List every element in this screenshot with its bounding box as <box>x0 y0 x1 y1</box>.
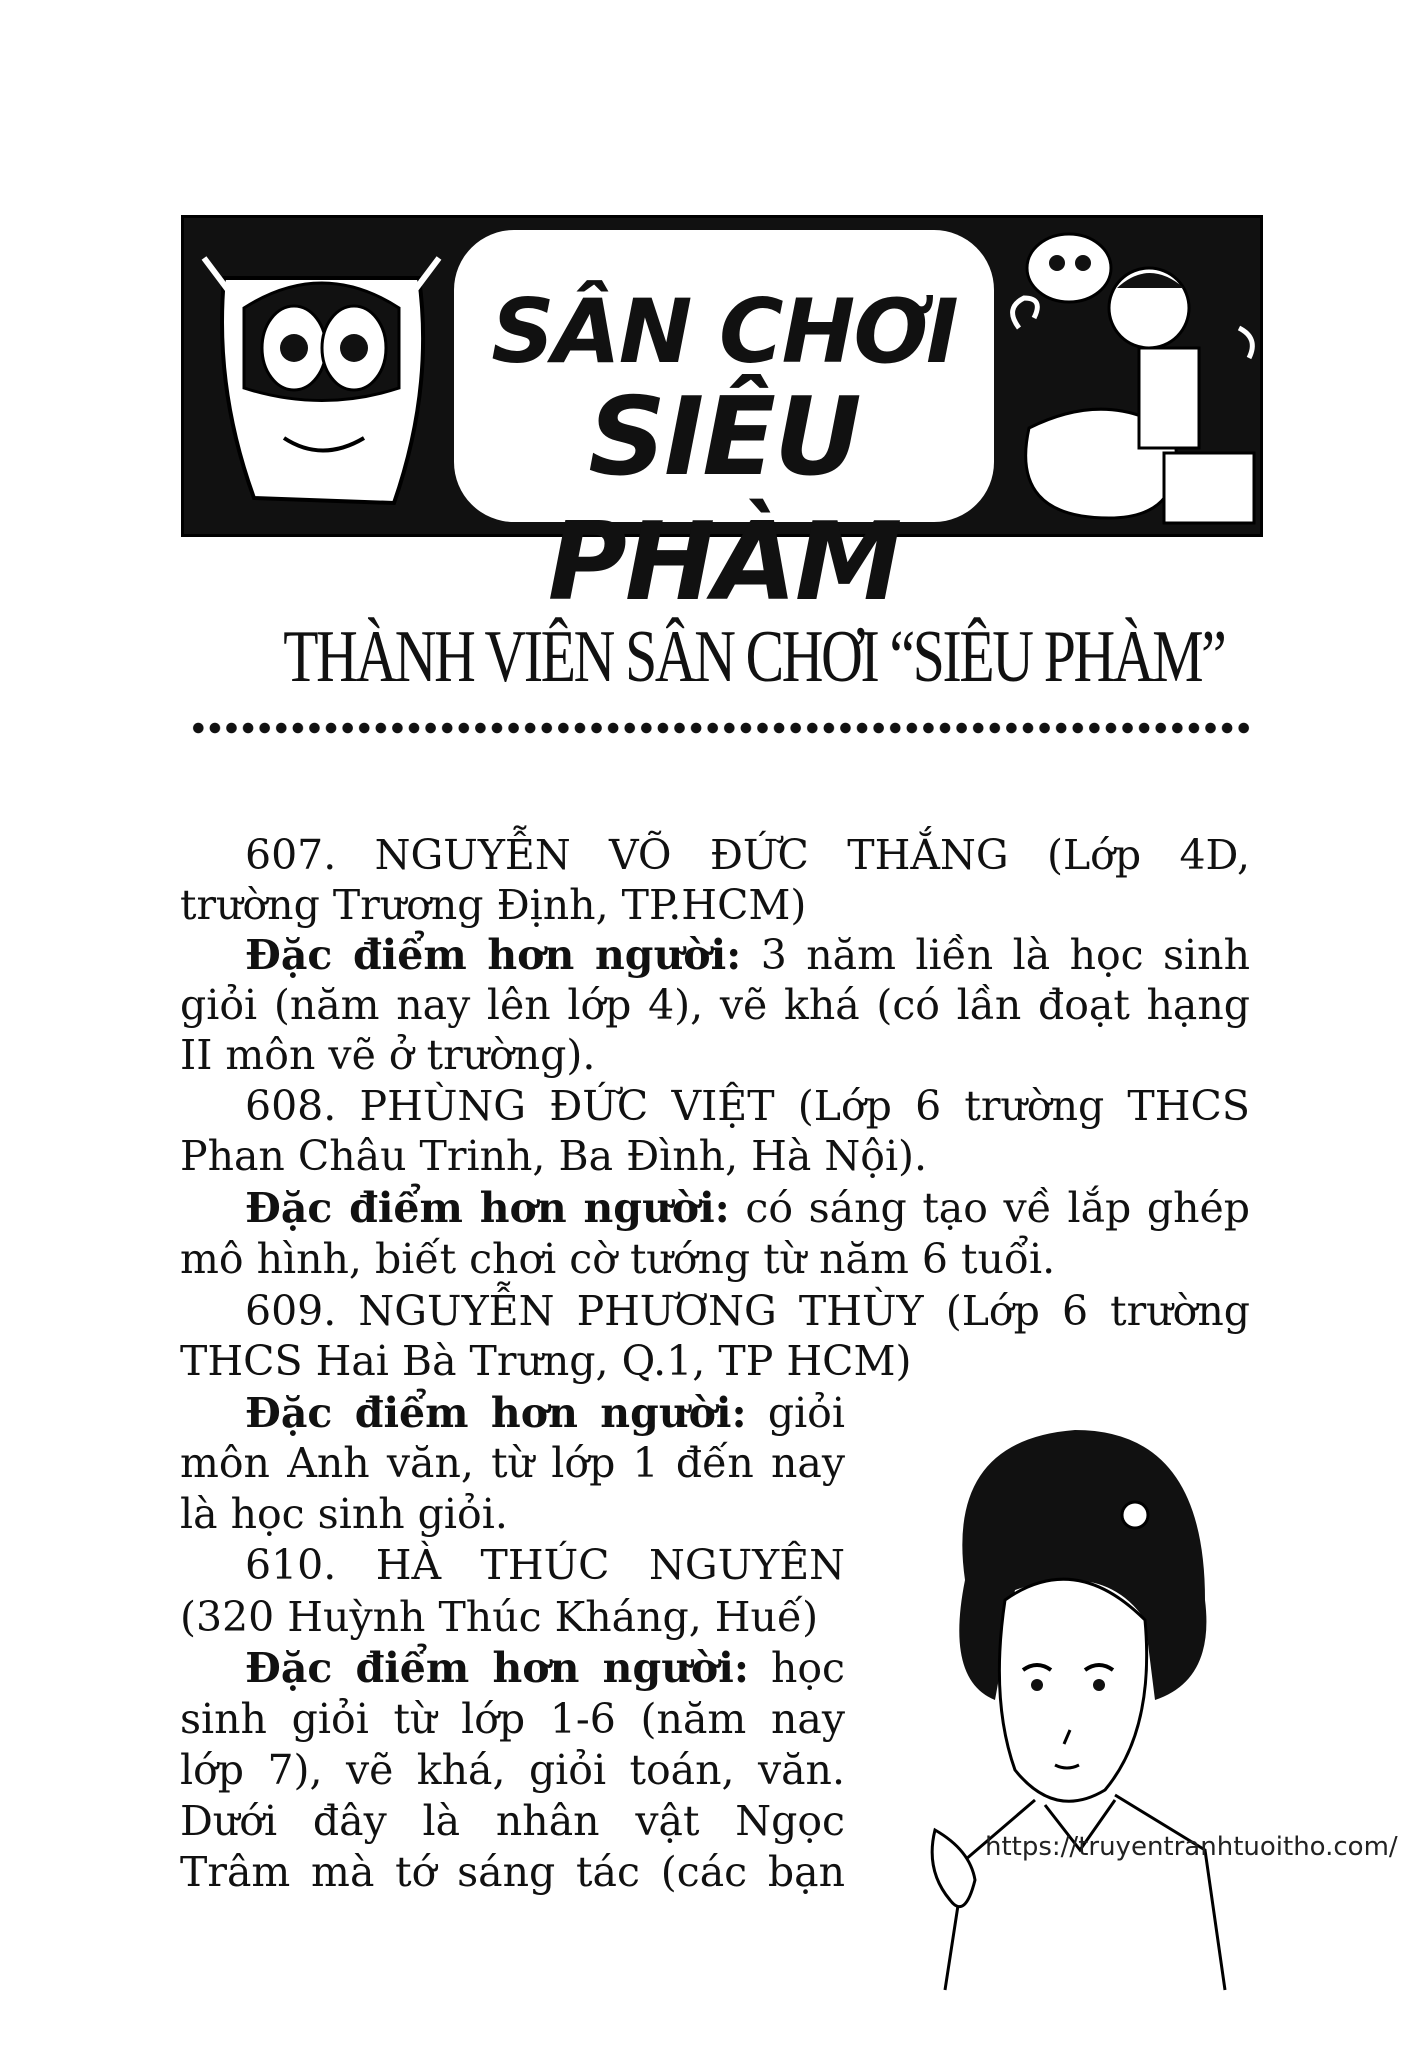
banner-title-line1: SÂN CHƠI <box>491 280 957 383</box>
entry-607-line1: 607. NGUYỄN VÕ ĐỨC THẮNG (Lớp 4D, <box>245 831 1250 879</box>
text: giỏi <box>746 1389 845 1437</box>
entry-607-line2: trường Trương Định, TP.HCM) <box>180 881 807 929</box>
page-heading: THÀNH VIÊN SÂN CHƠI “SIÊU PHÀM” <box>283 616 1225 698</box>
entry-608-desc1 <box>245 1183 1250 1233</box>
text: 3 năm liền là học sinh <box>741 931 1250 979</box>
robot-illustration <box>194 238 449 528</box>
entry-610-desc1 <box>245 1643 845 1693</box>
entry-609-desc3: là học sinh giỏi. <box>180 1490 508 1538</box>
entry-609-line1: 609. NGUYỄN PHƯƠNG THÙY (Lớp 6 trường <box>245 1287 1250 1335</box>
section-banner <box>181 215 1263 625</box>
text: có sáng tạo về lắp ghép <box>729 1184 1250 1232</box>
dotted-divider <box>190 720 1250 736</box>
text: học <box>748 1644 845 1692</box>
entry-609-desc2: môn Anh văn, từ lớp 1 đến nay <box>180 1439 845 1487</box>
entry-607-desc1 <box>245 930 1250 980</box>
characters-illustration <box>999 218 1264 538</box>
entry-609-line2: THCS Hai Bà Trưng, Q.1, TP HCM) <box>180 1337 912 1385</box>
banner-title-box <box>454 230 994 625</box>
entry-607-desc2: giỏi (năm nay lên lớp 4), vẽ khá (có lần đoạt hạng <box>180 981 1250 1029</box>
label: Đặc điểm hơn người: <box>245 1389 747 1437</box>
label: Đặc điểm hơn người: <box>245 1184 730 1232</box>
label: Đặc điểm hơn người: <box>245 1644 749 1692</box>
entry-608-line2: Phan Châu Trinh, Ba Đình, Hà Nội). <box>180 1132 928 1180</box>
entry-610-desc2: sinh giỏi từ lớp 1-6 (năm nay <box>180 1695 845 1743</box>
banner-title-line2: SIÊU PHÀM <box>547 375 901 625</box>
entry-610-desc5: Trâm mà tớ sáng tác (các bạn <box>180 1848 845 1896</box>
entry-608-line1: 608. PHÙNG ĐỨC VIỆT (Lớp 6 trường THCS <box>245 1082 1250 1130</box>
entry-607-desc3: II môn vẽ ở trường). <box>180 1031 596 1079</box>
girl-drawing <box>905 1400 1235 1990</box>
entry-610-line1: 610. HÀ THÚC NGUYÊN <box>245 1541 845 1589</box>
label: Đặc điểm hơn người: <box>245 931 742 979</box>
entry-609-desc1 <box>245 1388 845 1438</box>
entry-608-desc2: mô hình, biết chơi cờ tướng từ năm 6 tuổi. <box>180 1235 1056 1283</box>
entry-610-desc4: Dưới đây là nhân vật Ngọc <box>180 1797 845 1845</box>
entry-610-desc3: lớp 7), vẽ khá, giỏi toán, văn. <box>180 1746 845 1794</box>
watermark-url: https://truyentranhtuoitho.com/ <box>985 1832 1398 1862</box>
entry-610-line2: (320 Huỳnh Thúc Kháng, Huế) <box>180 1593 819 1641</box>
